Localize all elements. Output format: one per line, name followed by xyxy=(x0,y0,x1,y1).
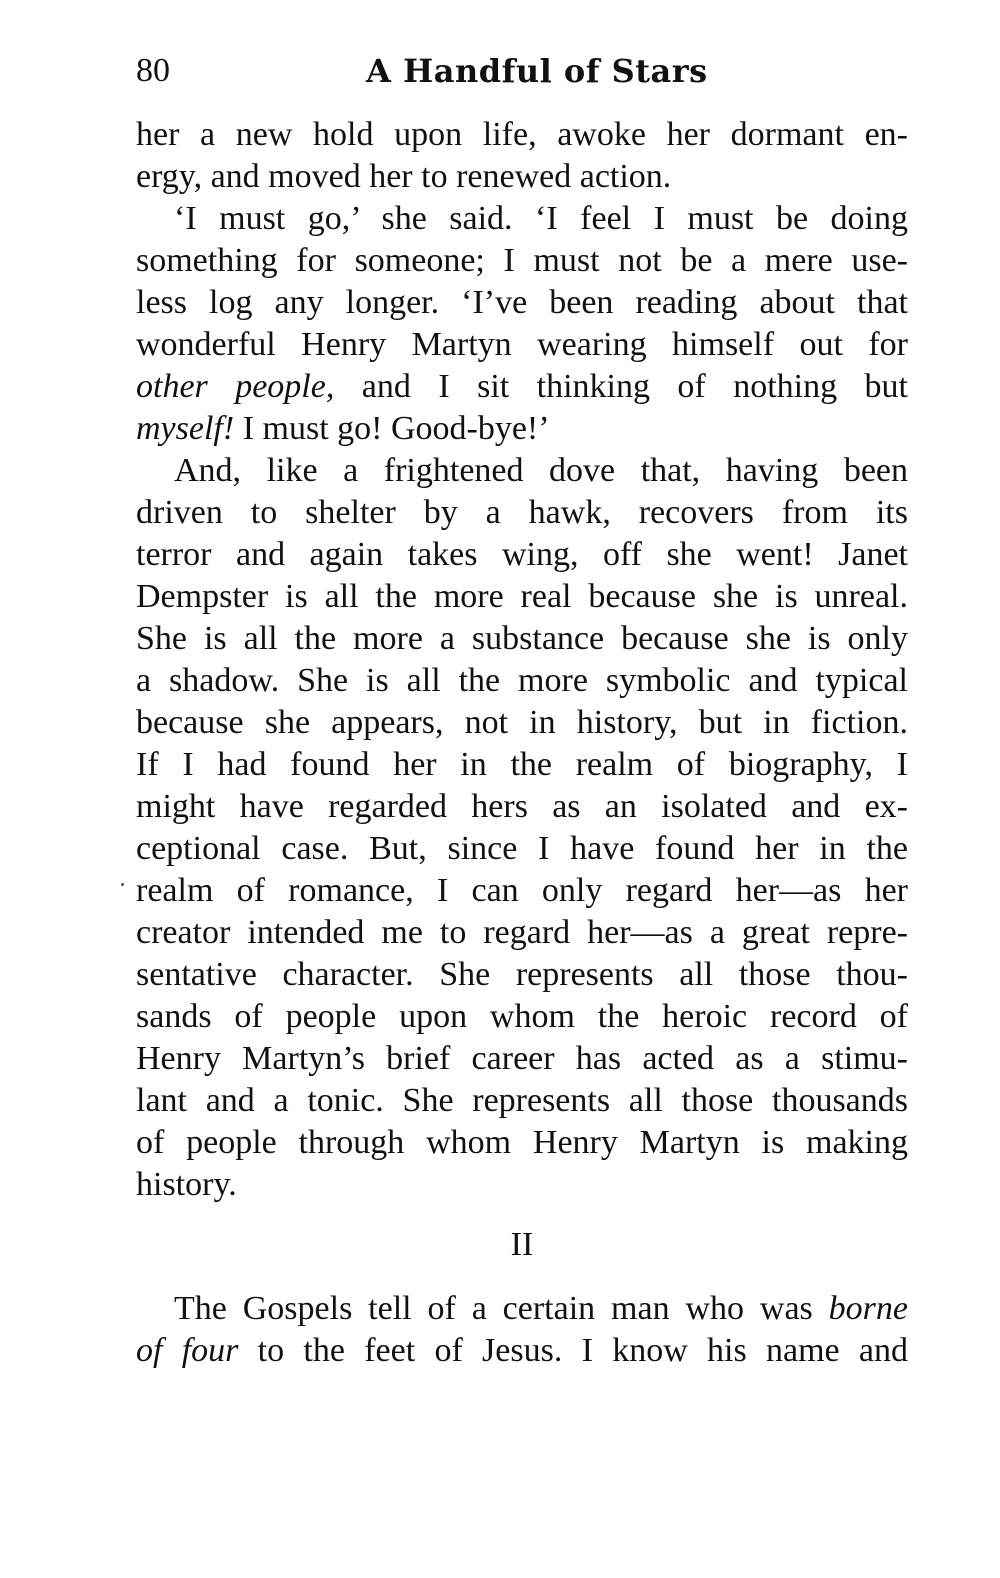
stray-ink-mark xyxy=(121,883,124,886)
text-line: might have regarded hers as an isolated and ex- xyxy=(136,788,908,825)
running-head xyxy=(136,46,916,96)
text-line: sands of people upon whom the heroic record of xyxy=(136,998,908,1035)
text-line xyxy=(136,408,908,450)
text-line: of people through whom Henry Martyn is making xyxy=(136,1124,908,1161)
text-line: And, like a frightened dove that, having been xyxy=(174,452,908,489)
italic-phrase: of four xyxy=(136,1332,239,1369)
text-line: ceptional case. But, since I have found her in the xyxy=(136,830,908,867)
text-line xyxy=(136,1330,908,1372)
text-line: her a new hold upon life, awoke her dormant en- xyxy=(136,116,908,153)
text-run: The Gospels tell of a certain man who was xyxy=(174,1290,829,1327)
text-run: I must go! Good-bye!’ xyxy=(234,410,550,447)
text-line: creator intended me to regard her—as a great repre- xyxy=(136,914,908,951)
text-line xyxy=(136,1288,908,1330)
text-line: If I had found her in the realm of biography, I xyxy=(136,746,908,783)
text-line: something for someone; I must not be a mere use- xyxy=(136,242,908,279)
section-heading: II xyxy=(510,1226,534,1263)
body-text-section-2 xyxy=(136,1288,908,1372)
text-line: sentative character. She represents all those thou- xyxy=(136,956,908,993)
text-line: She is all the more a substance because she is only xyxy=(136,620,908,657)
text-line: Dempster is all the more real because she is unreal. xyxy=(136,578,908,615)
book-title: A Handful of Stars xyxy=(366,52,708,90)
italic-phrase: other people, xyxy=(136,368,335,405)
page-number: 80 xyxy=(136,52,170,89)
body-text xyxy=(136,114,908,1206)
text-line: wonderful Henry Martyn wearing himself out for xyxy=(136,326,908,363)
text-line: driven to shelter by a hawk, recovers from its xyxy=(136,494,908,531)
text-line xyxy=(136,366,908,408)
text-line: realm of romance, I can only regard her—as her xyxy=(136,872,908,909)
text-line: lant and a tonic. She represents all those thousands xyxy=(136,1082,908,1119)
text-line: history. xyxy=(136,1166,237,1203)
text-line: a shadow. She is all the more symbolic and typical xyxy=(136,662,908,699)
italic-phrase: myself! xyxy=(136,410,235,447)
text-line: less log any longer. ‘I’ve been reading about that xyxy=(136,284,908,321)
text-run: to the feet of Jesus. I know his name and xyxy=(238,1332,908,1369)
text-line: because she appears, not in history, but in fiction. xyxy=(136,704,908,741)
text-line: terror and again takes wing, off she went! Janet xyxy=(136,536,908,573)
italic-phrase: borne xyxy=(828,1290,908,1327)
text-line: Henry Martyn’s brief career has acted as a stimu- xyxy=(136,1040,908,1077)
text-line: ‘I must go,’ she said. ‘I feel I must be doing xyxy=(174,200,908,237)
text-run: and I sit thinking of nothing but xyxy=(334,368,908,405)
text-line: ergy, and moved her to renewed action. xyxy=(136,158,672,195)
